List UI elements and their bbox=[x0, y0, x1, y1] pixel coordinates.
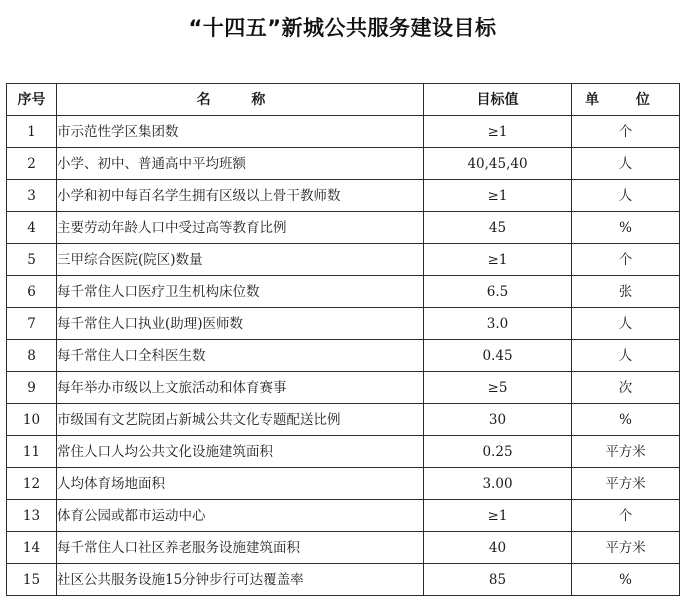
header-name: 名 称 bbox=[57, 84, 424, 116]
row-name: 每千常住人口医疗卫生机构床位数 bbox=[57, 276, 424, 308]
row-value: 0.25 bbox=[424, 436, 572, 468]
header-unit: 单 位 bbox=[572, 84, 680, 116]
table-row bbox=[7, 436, 680, 468]
row-name: 三甲综合医院(院区)数量 bbox=[57, 244, 424, 276]
table-row bbox=[7, 148, 680, 180]
row-name: 市级国有文艺院团占新城公共文化专题配送比例 bbox=[57, 404, 424, 436]
row-unit: 次 bbox=[572, 372, 680, 404]
row-name: 人均体育场地面积 bbox=[57, 468, 424, 500]
row-name: 常住人口人均公共文化设施建筑面积 bbox=[57, 436, 424, 468]
header-no: 序号 bbox=[7, 84, 57, 116]
row-name: 小学和初中每百名学生拥有区级以上骨干教师数 bbox=[57, 180, 424, 212]
table-row bbox=[7, 372, 680, 404]
table-row bbox=[7, 404, 680, 436]
row-value: 30 bbox=[424, 404, 572, 436]
row-value: 85 bbox=[424, 564, 572, 596]
row-value: 45 bbox=[424, 212, 572, 244]
row-unit: 个 bbox=[572, 116, 680, 148]
row-name: 每千常住人口全科医生数 bbox=[57, 340, 424, 372]
row-unit: 人 bbox=[572, 180, 680, 212]
row-value: ≥1 bbox=[424, 116, 572, 148]
row-value: ≥5 bbox=[424, 372, 572, 404]
row-no: 13 bbox=[7, 500, 57, 532]
row-name: 小学、初中、普通高中平均班额 bbox=[57, 148, 424, 180]
row-value: 40,45,40 bbox=[424, 148, 572, 180]
table-row bbox=[7, 564, 680, 596]
row-value: 40 bbox=[424, 532, 572, 564]
table-row bbox=[7, 468, 680, 500]
row-unit: 个 bbox=[572, 244, 680, 276]
table-row bbox=[7, 180, 680, 212]
table-row bbox=[7, 500, 680, 532]
row-unit: 个 bbox=[572, 500, 680, 532]
table-row bbox=[7, 532, 680, 564]
row-unit: % bbox=[572, 404, 680, 436]
row-unit: 平方米 bbox=[572, 532, 680, 564]
row-value: 6.5 bbox=[424, 276, 572, 308]
table-row bbox=[7, 340, 680, 372]
row-name: 体育公园或都市运动中心 bbox=[57, 500, 424, 532]
row-value: 3.00 bbox=[424, 468, 572, 500]
row-no: 3 bbox=[7, 180, 57, 212]
row-no: 6 bbox=[7, 276, 57, 308]
table-row bbox=[7, 308, 680, 340]
row-no: 12 bbox=[7, 468, 57, 500]
row-no: 7 bbox=[7, 308, 57, 340]
row-unit: 张 bbox=[572, 276, 680, 308]
row-name: 每千常住人口社区养老服务设施建筑面积 bbox=[57, 532, 424, 564]
row-no: 2 bbox=[7, 148, 57, 180]
table-row bbox=[7, 276, 680, 308]
row-no: 8 bbox=[7, 340, 57, 372]
table-row bbox=[7, 212, 680, 244]
row-name: 每千常住人口执业(助理)医师数 bbox=[57, 308, 424, 340]
row-value: ≥1 bbox=[424, 180, 572, 212]
row-value: 3.0 bbox=[424, 308, 572, 340]
row-unit: 人 bbox=[572, 148, 680, 180]
row-no: 15 bbox=[7, 564, 57, 596]
row-name: 每年举办市级以上文旅活动和体育赛事 bbox=[57, 372, 424, 404]
row-value: ≥1 bbox=[424, 500, 572, 532]
row-no: 11 bbox=[7, 436, 57, 468]
row-no: 14 bbox=[7, 532, 57, 564]
row-unit: 人 bbox=[572, 308, 680, 340]
row-unit: 人 bbox=[572, 340, 680, 372]
table-header-row bbox=[7, 84, 680, 116]
row-value: 0.45 bbox=[424, 340, 572, 372]
row-no: 4 bbox=[7, 212, 57, 244]
table-row bbox=[7, 116, 680, 148]
targets-table bbox=[6, 83, 680, 596]
row-value: ≥1 bbox=[424, 244, 572, 276]
row-unit: % bbox=[572, 564, 680, 596]
row-unit: % bbox=[572, 212, 680, 244]
page-title: “十四五”新城公共服务建设目标 bbox=[188, 16, 497, 40]
row-name: 社区公共服务设施15分钟步行可达覆盖率 bbox=[57, 564, 424, 596]
row-name: 主要劳动年龄人口中受过高等教育比例 bbox=[57, 212, 424, 244]
row-no: 5 bbox=[7, 244, 57, 276]
row-no: 9 bbox=[7, 372, 57, 404]
row-no: 10 bbox=[7, 404, 57, 436]
table-row bbox=[7, 244, 680, 276]
row-no: 1 bbox=[7, 116, 57, 148]
row-unit: 平方米 bbox=[572, 436, 680, 468]
header-value: 目标值 bbox=[424, 84, 572, 116]
row-unit: 平方米 bbox=[572, 468, 680, 500]
row-name: 市示范性学区集团数 bbox=[57, 116, 424, 148]
